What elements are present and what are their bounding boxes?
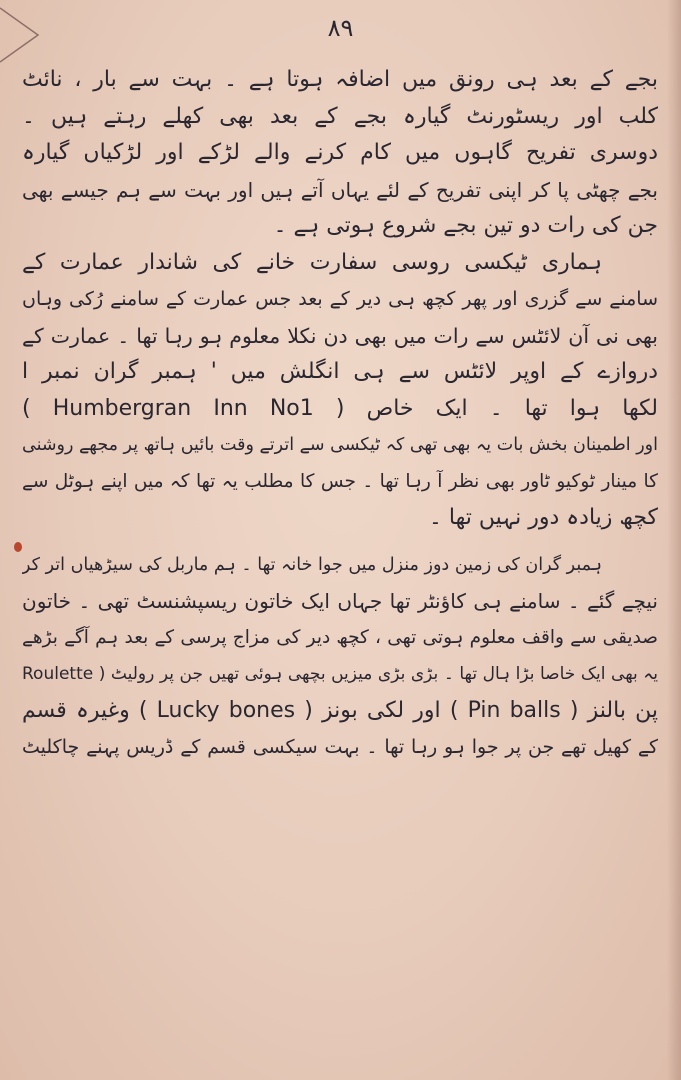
text-line: کلب اور ریسٹورنٹ گیارہ بجے کے بعد بھی کھلے رہتے ہیں ۔ xyxy=(22,103,658,129)
text-line: اور اطمینان بخش بات یہ بھی تھی کہ ٹیکسی سے اترتے وقت بائیں ہاتھ پر مجھے روشنی xyxy=(22,435,658,455)
text-line: کا مینار ٹوکیو ٹاور بھی نظر آ رہا تھا ۔ جس کا مطلب یہ تھا کہ میں اپنے ہوٹل سے xyxy=(22,470,658,492)
text-line: بجے چھٹی پا کر اپنی تفریح کے لئے یہاں آتے ہیں اور بہت سے ہم جیسے بھی xyxy=(22,177,658,202)
text-line: نیچے گئے ۔ سامنے ہی کاؤنٹر تھا جہاں ایک خاتون ریسپشنسٹ تھی ۔ خاتون xyxy=(22,589,658,613)
text-line: کے کھیل تھے جن پر جوا ہو رہا تھا ۔ بہت سیکسی قسم کے ڈریس پہنے چاکلیٹ xyxy=(22,736,658,758)
page-edge-shadow xyxy=(667,0,681,1080)
text-line: صدیقی سے واقف معلوم ہوتی تھی ، کچھ دیر کی مزاج پرسی کے بعد ہم آگے بڑھے xyxy=(22,626,658,648)
text-line: سامنے سے گزری اور پھر کچھ ہی دیر کے بعد جس عمارت کے سامنے رُکی وہاں xyxy=(22,288,658,310)
text-line: ہماری ٹیکسی روسی سفارت خانے کی شاندار عمارت کے xyxy=(22,249,602,275)
text-line: بجے کے بعد ہی رونق میں اضافہ ہوتا ہے ۔ بہت سے بار ، نائٹ xyxy=(22,67,658,92)
ink-spot xyxy=(14,542,22,552)
page-number: ۸۹ xyxy=(327,14,354,42)
text-line: بھی نی آن لائٹس سے رات میں بھی دن نکلا معلوم ہو رہا تھا ۔ عمارت کے xyxy=(22,323,658,348)
text-line: دروازے کے اوپر لائٹس سے ہی انگلش میں ' ہمبر گران نمبر ا xyxy=(22,359,658,384)
text-line: دوسری تفریح گاہوں میں کام کرنے والے لڑکے اور لڑکیاں گیارہ xyxy=(22,140,658,165)
text-line: ہمبر گران کی زمین دوز منزل میں جوا خانہ تھا ۔ ہم ماربل کی سیڑھیاں اتر کر xyxy=(22,554,602,575)
text-line: ( Humbergran Inn No1 ) لکھا ہوا تھا ۔ ایک خاص xyxy=(22,395,658,421)
text-line: جن کی رات دو تین بجے شروع ہوتی ہے ۔ xyxy=(273,213,658,238)
text-line: پن بالنز ( Pin balls ) اور لکی بونز ( Lucky bones ) وغیرہ قسم xyxy=(22,697,658,723)
text-line: کچھ زیادہ دور نہیں تھا ۔ xyxy=(429,505,658,530)
text-line: یہ بھی ایک خاصا بڑا ہال تھا ۔ بڑی بڑی میزیں بچھی ہوئی تھیں جن پر رولیٹ ( Roulette xyxy=(22,664,658,684)
page-body xyxy=(22,62,658,766)
paragraph-gap xyxy=(22,537,658,547)
